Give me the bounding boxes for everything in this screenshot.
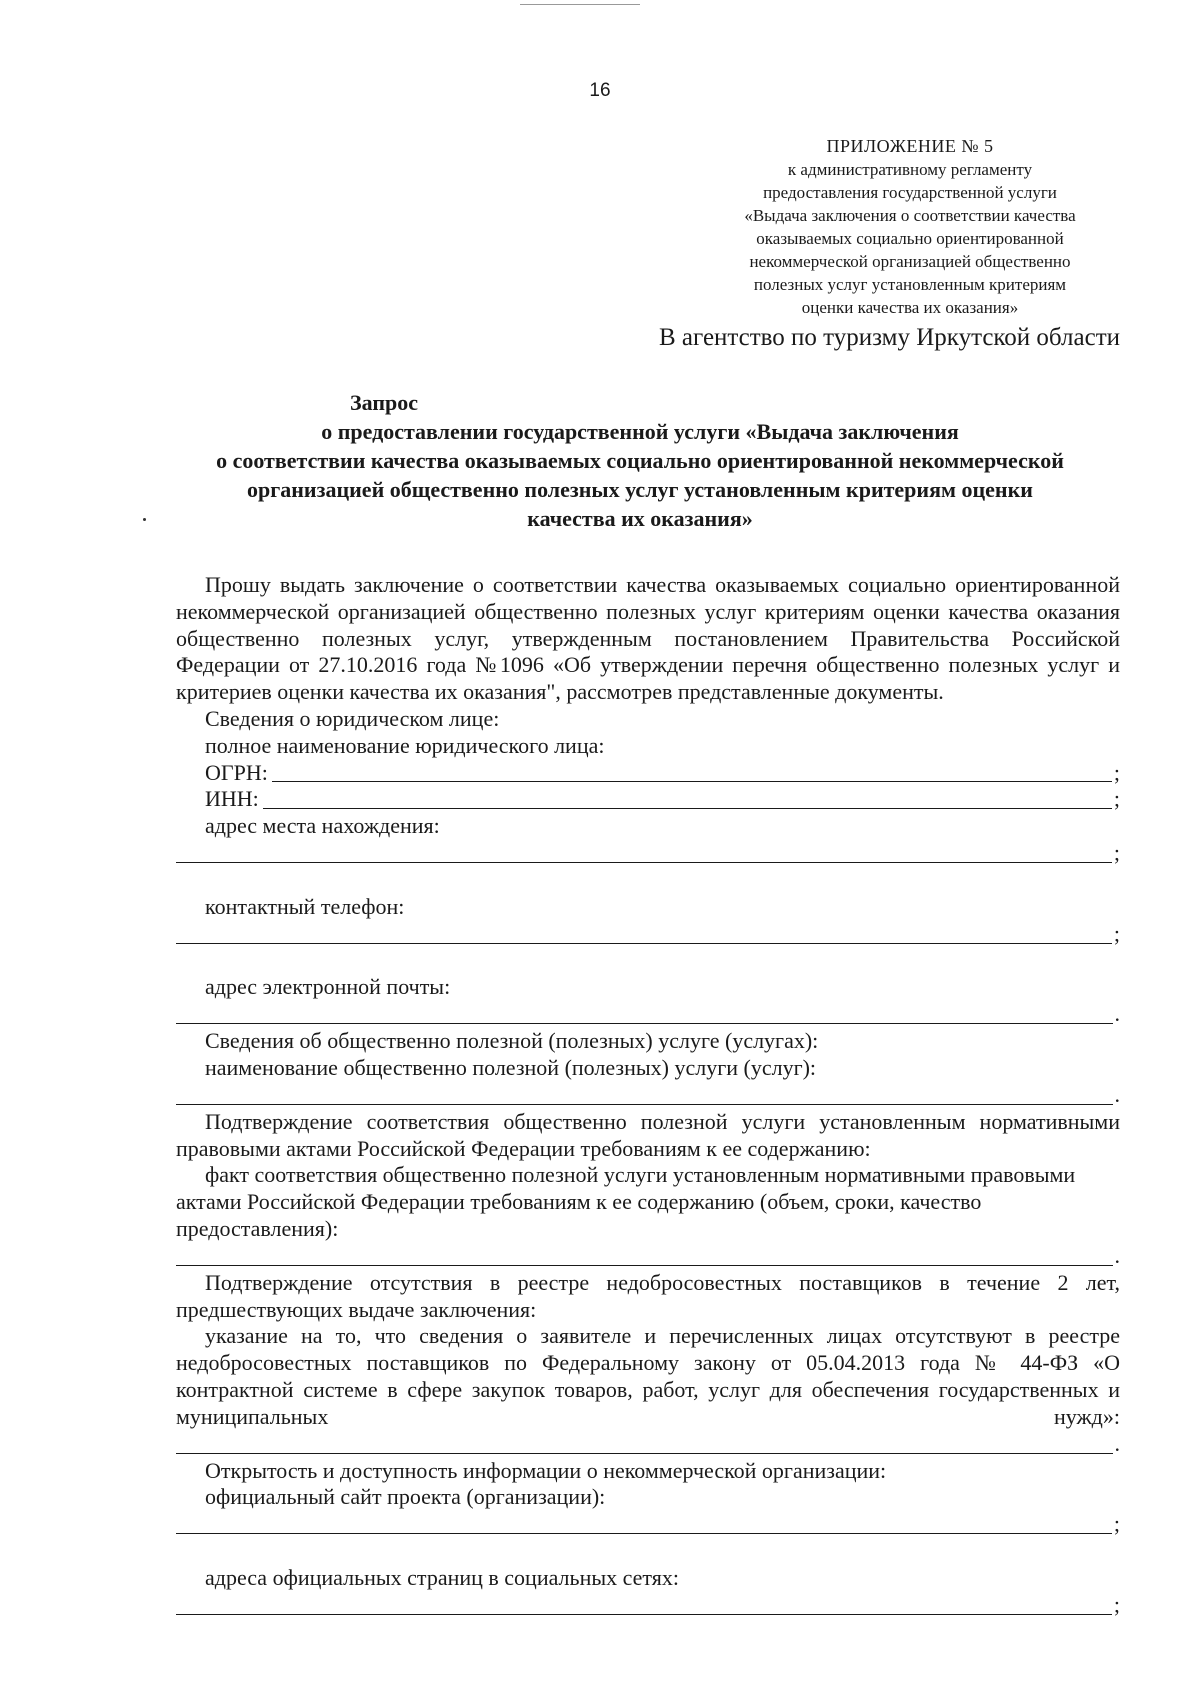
conformity-detail: факт соответствия общественно полезной услуги установленным нормативными правовыми актами Российской Федерации требованиям к ее содержанию (объем, сроки, качество предоставления):: [176, 1162, 1076, 1241]
title-line: организацией общественно полезных услуг установленным критериям оценки: [247, 477, 1033, 502]
service-name-field[interactable]: [176, 1084, 1113, 1105]
scan-artifact: [143, 518, 146, 521]
registry-row: [176, 1431, 1120, 1458]
appendix-block: [690, 135, 1130, 319]
form-body: [176, 572, 1120, 1619]
email-field[interactable]: [176, 1003, 1113, 1024]
phone-row: [176, 921, 1120, 948]
intro-paragraph: Прошу выдать заключение о соответствии качества оказываемых социально ориентированной некоммерческой организацией общественно полезных услуг критериям оценки качества оказания общественно полезных услуг, утвержденным постановлением Правительства Российской Федерации от 27.10.2016 года №1096 «Об утверждении перечня общественно полезных услуг и критериев оценки качества их оказания", рассмотрев представленные документы.: [176, 572, 1120, 705]
appendix-heading: ПРИЛОЖЕНИЕ № 5: [826, 136, 994, 156]
page-number: 16: [589, 80, 611, 101]
legal-entity-heading: Сведения о юридическом лице:: [205, 705, 500, 731]
full-name-label: полное наименование юридического лица:: [205, 732, 605, 758]
address-field[interactable]: [176, 842, 1112, 863]
openness-heading: Открытость и доступность информации о некоммерческой организации:: [205, 1457, 887, 1483]
appendix-line: «Выдача заключения о соответствии качества: [744, 206, 1076, 225]
inn-row: [176, 786, 1120, 813]
appendix-line: некоммерческой организацией общественно: [749, 252, 1071, 271]
service-name-label: наименование общественно полезной (полезных) услуги (услуг):: [205, 1054, 817, 1080]
inn-field[interactable]: [263, 788, 1112, 809]
ogrn-field[interactable]: [272, 761, 1112, 782]
appendix-line: к административному регламенту: [787, 160, 1033, 179]
semicolon: ;: [1113, 786, 1120, 812]
period: .: [1114, 1430, 1120, 1456]
service-heading: Сведения об общественно полезной (полезных) услуге (услугах):: [205, 1028, 819, 1054]
registry-field[interactable]: [176, 1433, 1113, 1454]
semicolon: ;: [1113, 759, 1120, 785]
social-row: [176, 1592, 1120, 1619]
appendix-line: предоставления государственной услуги: [763, 183, 1057, 202]
address-label: адрес места нахождения:: [205, 813, 440, 839]
title-line: о соответствии качества оказываемых социально ориентированной некоммерческой: [216, 448, 1064, 473]
title-line: качества их оказания»: [527, 506, 753, 531]
website-label: официальный сайт проекта (организации):: [205, 1484, 606, 1510]
period: .: [1114, 1242, 1120, 1268]
appendix-line: оказываемых социально ориентированной: [756, 229, 1064, 248]
service-name-row: [176, 1082, 1120, 1109]
registry-detail: указание на то, что сведения о заявителе и перечисленных лицах отсутствуют в реестре недобросовестных поставщиков по Федеральному закону от 05.04.2013 года № 44-ФЗ «О контрактной системе в сфере закупок товаров, работ, услуг для обеспечения государственных и муниципальных нужд»:: [176, 1323, 1120, 1429]
ogrn-label: ОГРН:: [205, 759, 268, 785]
addressee: В агентство по туризму Иркутской области: [659, 324, 1120, 351]
semicolon: ;: [1113, 840, 1120, 866]
semicolon: ;: [1113, 1511, 1120, 1537]
address-row: [176, 840, 1120, 867]
conformity-row: [176, 1243, 1120, 1270]
title-line: о предоставлении государственной услуги «Выдача заключения: [321, 419, 959, 444]
conformity-heading: Подтверждение соответствия общественно полезной услуги установленным нормативными правовыми актами Российской Федерации требованиям к ее содержанию:: [176, 1108, 1120, 1161]
request-title: [160, 388, 1120, 533]
ogrn-row: [176, 760, 1120, 787]
social-label: адреса официальных страниц в социальных сетях:: [205, 1564, 679, 1590]
email-label: адрес электронной почты:: [205, 974, 451, 1000]
scan-artifact: [520, 4, 640, 5]
registry-heading: Подтверждение отсутствия в реестре недобросовестных поставщиков в течение 2 лет, предшествующих выдаче заключения:: [176, 1269, 1120, 1322]
semicolon: ;: [1113, 1591, 1120, 1617]
appendix-line: оценки качества их оказания»: [801, 298, 1019, 317]
conformity-field[interactable]: [176, 1245, 1113, 1266]
period: .: [1114, 1081, 1120, 1107]
website-field[interactable]: [176, 1513, 1112, 1534]
appendix-line: полезных услуг установленным критериям: [753, 275, 1067, 294]
inn-label: ИНН:: [205, 786, 259, 812]
social-field[interactable]: [176, 1594, 1112, 1615]
phone-field[interactable]: [176, 923, 1112, 944]
semicolon: ;: [1113, 920, 1120, 946]
period: .: [1114, 1001, 1120, 1027]
title-word: Запрос: [350, 390, 418, 415]
website-row: [176, 1511, 1120, 1538]
phone-label: контактный телефон:: [205, 893, 405, 919]
email-row: [176, 1001, 1120, 1028]
